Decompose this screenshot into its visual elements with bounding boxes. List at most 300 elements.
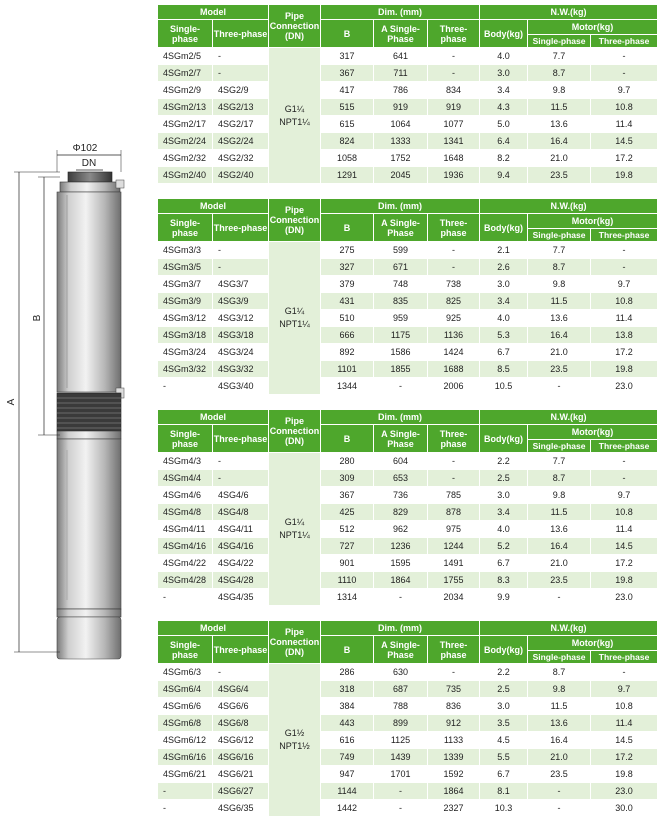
nw-header: N.W.(kg) xyxy=(480,199,658,214)
table-cell: 17.2 xyxy=(591,150,658,167)
table-cell: 962 xyxy=(374,521,428,538)
table-cell: 786 xyxy=(374,82,428,99)
table-cell: 4SGm3/7 xyxy=(158,276,213,293)
motor-single-header: Single-phase xyxy=(528,35,591,48)
model-header: Model xyxy=(158,199,269,214)
table-cell: 3.4 xyxy=(480,82,528,99)
table-cell: 1864 xyxy=(374,572,428,589)
table-cell: 384 xyxy=(321,698,374,715)
table-cell: - xyxy=(374,783,428,800)
table-cell: 9.7 xyxy=(591,487,658,504)
table-cell: 1344 xyxy=(321,378,374,395)
table-cell: - xyxy=(528,783,591,800)
table-cell: 4SG3/12 xyxy=(213,310,269,327)
table-cell: 1175 xyxy=(374,327,428,344)
table-cell: 1701 xyxy=(374,766,428,783)
table-cell: 616 xyxy=(321,732,374,749)
table-cell: 417 xyxy=(321,82,374,99)
motor-single-header: Single-phase xyxy=(528,440,591,453)
table-cell: 1125 xyxy=(374,732,428,749)
table-cell: 711 xyxy=(374,65,428,82)
table-cell: 653 xyxy=(374,470,428,487)
a-label: A xyxy=(6,398,17,406)
table-cell: - xyxy=(591,259,658,276)
table-cell: 318 xyxy=(321,681,374,698)
dim-header: Dim. (mm) xyxy=(321,410,480,425)
table-cell: 1244 xyxy=(428,538,480,555)
table-cell: 19.8 xyxy=(591,167,658,184)
table-row xyxy=(158,310,658,327)
table-cell: 16.4 xyxy=(528,538,591,555)
table-cell: 4SGm2/7 xyxy=(158,65,213,82)
motor-header: Motor(kg) xyxy=(528,214,658,229)
table-cell: 687 xyxy=(374,681,428,698)
table-cell: 788 xyxy=(374,698,428,715)
table-cell: 925 xyxy=(428,310,480,327)
table-cell: 4SGm6/21 xyxy=(158,766,213,783)
table-cell: 9.7 xyxy=(591,681,658,698)
motor-header: Motor(kg) xyxy=(528,636,658,651)
table-cell: 4SGm3/18 xyxy=(158,327,213,344)
table-cell: 4SGm6/16 xyxy=(158,749,213,766)
table-cell: - xyxy=(158,589,213,606)
table-cell: 23.0 xyxy=(591,378,658,395)
table-cell: 1133 xyxy=(428,732,480,749)
table-cell: 4SG4/6 xyxy=(213,487,269,504)
table-cell: 599 xyxy=(374,242,428,259)
table-row xyxy=(158,732,658,749)
table-cell: 3.0 xyxy=(480,65,528,82)
table-cell: 11.4 xyxy=(591,116,658,133)
pipe-connection-cell xyxy=(269,453,321,606)
table-row xyxy=(158,487,658,504)
table-cell: - xyxy=(428,664,480,681)
table-cell: - xyxy=(428,453,480,470)
table-cell: 1144 xyxy=(321,783,374,800)
table-cell: 727 xyxy=(321,538,374,555)
pump-body xyxy=(57,192,121,392)
table-row xyxy=(158,378,658,395)
table-cell: - xyxy=(528,800,591,817)
single-phase-header: Single-phase xyxy=(158,636,213,664)
table-cell: 6.7 xyxy=(480,344,528,361)
table-cell: 4SGm2/40 xyxy=(158,167,213,184)
table-cell: 947 xyxy=(321,766,374,783)
table-cell: 9.7 xyxy=(591,276,658,293)
a-single-header: A Single-Phase xyxy=(374,636,428,664)
table-cell: 10.8 xyxy=(591,698,658,715)
table-cell: 6.7 xyxy=(480,766,528,783)
table-cell: 835 xyxy=(374,293,428,310)
table-cell: 4SGm4/22 xyxy=(158,555,213,572)
pipe-connection-g: G1¼ xyxy=(284,517,305,527)
table-cell: 824 xyxy=(321,133,374,150)
pipe-connection-g: G1¼ xyxy=(284,103,305,114)
table-cell: 4SG2/32 xyxy=(213,150,269,167)
single-phase-header: Single-phase xyxy=(158,425,213,453)
body-header: Body(kg) xyxy=(480,636,528,664)
motor-three-header: Three-phase xyxy=(591,651,658,664)
table-cell: 4SGm4/4 xyxy=(158,470,213,487)
table-cell: 10.8 xyxy=(591,293,658,310)
table-cell: - xyxy=(591,664,658,681)
table-cell: 748 xyxy=(374,276,428,293)
table-cell: 738 xyxy=(428,276,480,293)
table-cell: 4SGm2/13 xyxy=(158,99,213,116)
table-row xyxy=(158,783,658,800)
table-cell: - xyxy=(213,259,269,276)
table-cell: 14.5 xyxy=(591,538,658,555)
table-cell: 4SG6/4 xyxy=(213,681,269,698)
pipe-header: Pipe Connection (DN) xyxy=(269,410,321,453)
table-cell: 4SGm6/6 xyxy=(158,698,213,715)
table-row xyxy=(158,698,658,715)
table-cell: 4SG6/6 xyxy=(213,698,269,715)
table-cell: 13.6 xyxy=(528,116,591,133)
table-cell: 510 xyxy=(321,310,374,327)
table-cell: 21.0 xyxy=(528,555,591,572)
pipe-header: Pipe Connection (DN) xyxy=(269,621,321,664)
table-cell: - xyxy=(158,783,213,800)
table-cell: 4SGm2/9 xyxy=(158,82,213,99)
nw-header: N.W.(kg) xyxy=(480,410,658,425)
table-cell: 4SG2/9 xyxy=(213,82,269,99)
table-cell: 1648 xyxy=(428,150,480,167)
table-cell: 4SGm2/32 xyxy=(158,150,213,167)
table-cell: 666 xyxy=(321,327,374,344)
table-cell: - xyxy=(374,589,428,606)
three-phase-header: Three-phase xyxy=(213,636,269,664)
table-cell: 4SGm4/8 xyxy=(158,504,213,521)
table-cell: 1101 xyxy=(321,361,374,378)
table-cell: 23.5 xyxy=(528,361,591,378)
model-header: Model xyxy=(158,410,269,425)
table-cell: - xyxy=(528,378,591,395)
pipe-connection-npt: NPT1¼ xyxy=(279,530,310,540)
table-row xyxy=(158,344,658,361)
nw-header: N.W.(kg) xyxy=(480,5,658,20)
dn-dimension xyxy=(76,158,103,170)
table-cell: 16.4 xyxy=(528,327,591,344)
table-cell: 2.5 xyxy=(480,681,528,698)
motor-body xyxy=(57,439,121,609)
table-cell: 23.5 xyxy=(528,167,591,184)
b-header: B xyxy=(321,425,374,453)
table-cell: 19.8 xyxy=(591,766,658,783)
table-cell: 4SGm3/24 xyxy=(158,344,213,361)
table-cell: 21.0 xyxy=(528,749,591,766)
table-cell: 3.5 xyxy=(480,715,528,732)
table-cell: - xyxy=(213,65,269,82)
table-cell: 17.2 xyxy=(591,749,658,766)
table-cell: 1586 xyxy=(374,344,428,361)
body-header: Body(kg) xyxy=(480,20,528,48)
table-cell: 4SG3/32 xyxy=(213,361,269,378)
table-cell: 4SGm4/3 xyxy=(158,453,213,470)
body-header: Body(kg) xyxy=(480,425,528,453)
table-cell: 878 xyxy=(428,504,480,521)
table-cell: 280 xyxy=(321,453,374,470)
nw-header: N.W.(kg) xyxy=(480,621,658,636)
b-header: B xyxy=(321,636,374,664)
table-row xyxy=(158,276,658,293)
motor-header: Motor(kg) xyxy=(528,425,658,440)
table-cell: 23.0 xyxy=(591,783,658,800)
three-phase-header: Three-phase xyxy=(213,425,269,453)
table-cell: - xyxy=(213,470,269,487)
dim-header: Dim. (mm) xyxy=(321,5,480,20)
table-cell: 901 xyxy=(321,555,374,572)
table-cell: 317 xyxy=(321,48,374,65)
table-cell: 4SG4/16 xyxy=(213,538,269,555)
table-cell: 5.0 xyxy=(480,116,528,133)
table-row xyxy=(158,150,658,167)
table-cell: 1592 xyxy=(428,766,480,783)
table-cell: 9.9 xyxy=(480,589,528,606)
dn-label: DN xyxy=(81,158,97,169)
table-cell: - xyxy=(213,664,269,681)
table-cell: 11.4 xyxy=(591,715,658,732)
table-row xyxy=(158,749,658,766)
table-cell: 4SGm2/24 xyxy=(158,133,213,150)
table-cell: 7.7 xyxy=(528,242,591,259)
table-row xyxy=(158,167,658,184)
table-row xyxy=(158,453,658,470)
table-cell: 425 xyxy=(321,504,374,521)
table-cell: 3.4 xyxy=(480,293,528,310)
table-cell: 8.5 xyxy=(480,361,528,378)
pipe-header: Pipe Connection (DN) xyxy=(269,5,321,48)
table-cell: 4SG3/40 xyxy=(213,378,269,395)
table-row xyxy=(158,48,658,65)
table-cell: 9.8 xyxy=(528,681,591,698)
table-cell: 10.8 xyxy=(591,99,658,116)
table-cell: 3.0 xyxy=(480,698,528,715)
table-row xyxy=(158,800,658,817)
table-row xyxy=(158,504,658,521)
table-cell: - xyxy=(591,65,658,82)
table-cell: 8.3 xyxy=(480,572,528,589)
table-cell: 6.4 xyxy=(480,133,528,150)
spec-table-4 xyxy=(157,620,658,817)
table-cell: - xyxy=(213,453,269,470)
table-cell: 4SGm6/12 xyxy=(158,732,213,749)
table-cell: - xyxy=(158,378,213,395)
table-cell: - xyxy=(591,470,658,487)
table-cell: 4SGm3/32 xyxy=(158,361,213,378)
table-cell: 4.0 xyxy=(480,521,528,538)
table-cell: 8.7 xyxy=(528,259,591,276)
a-dimension xyxy=(6,172,60,652)
table-cell: 4SG4/28 xyxy=(213,572,269,589)
table-cell: 671 xyxy=(374,259,428,276)
motor-single-header: Single-phase xyxy=(528,229,591,242)
table-cell: 975 xyxy=(428,521,480,538)
table-cell: - xyxy=(591,242,658,259)
table-cell: 829 xyxy=(374,504,428,521)
a-single-header: A Single-Phase xyxy=(374,20,428,48)
body-header: Body(kg) xyxy=(480,214,528,242)
table-cell: 13.6 xyxy=(528,310,591,327)
table-cell: 11.4 xyxy=(591,521,658,538)
table-cell: 4SG6/21 xyxy=(213,766,269,783)
motor-three-header: Three-phase xyxy=(591,229,658,242)
table-cell: 275 xyxy=(321,242,374,259)
table-cell: 4SG6/35 xyxy=(213,800,269,817)
table-cell: 4.0 xyxy=(480,310,528,327)
table-cell: 2.6 xyxy=(480,259,528,276)
table-cell: 367 xyxy=(321,65,374,82)
pipe-connection-g: G1¼ xyxy=(284,306,305,316)
table-cell: 14.5 xyxy=(591,732,658,749)
table-cell: 443 xyxy=(321,715,374,732)
table-cell: 4SG3/9 xyxy=(213,293,269,310)
table-cell: 4.0 xyxy=(480,48,528,65)
table-row xyxy=(158,538,658,555)
table-cell: 4SG3/7 xyxy=(213,276,269,293)
table-cell: - xyxy=(428,259,480,276)
table-cell: 1752 xyxy=(374,150,428,167)
table-row xyxy=(158,572,658,589)
table-cell: 834 xyxy=(428,82,480,99)
table-cell: 4SG6/8 xyxy=(213,715,269,732)
table-cell: 21.0 xyxy=(528,150,591,167)
table-cell: 4.3 xyxy=(480,99,528,116)
table-cell: - xyxy=(213,242,269,259)
table-cell: 4SG4/8 xyxy=(213,504,269,521)
pipe-connection-npt: NPT1¼ xyxy=(279,319,310,329)
table-cell: 512 xyxy=(321,521,374,538)
table-row xyxy=(158,664,658,681)
table-cell: 2034 xyxy=(428,589,480,606)
table-cell: 4SG6/16 xyxy=(213,749,269,766)
table-row xyxy=(158,766,658,783)
table-cell: - xyxy=(428,242,480,259)
table-cell: 8.7 xyxy=(528,65,591,82)
table-row xyxy=(158,242,658,259)
model-header: Model xyxy=(158,5,269,20)
spec-table-3 xyxy=(157,409,658,606)
table-cell: 3.4 xyxy=(480,504,528,521)
table-cell: 4SG4/11 xyxy=(213,521,269,538)
table-cell: 919 xyxy=(374,99,428,116)
spec-table-2 xyxy=(157,198,658,395)
pipe-connection-npt: NPT1½ xyxy=(279,741,310,751)
dim-header: Dim. (mm) xyxy=(321,199,480,214)
diameter-label: Φ102 xyxy=(72,143,98,154)
table-cell: 4SGm3/5 xyxy=(158,259,213,276)
table-row xyxy=(158,521,658,538)
single-phase-header: Single-phase xyxy=(158,20,213,48)
table-cell: 1077 xyxy=(428,116,480,133)
table-cell: 8.2 xyxy=(480,150,528,167)
table-cell: 9.8 xyxy=(528,487,591,504)
table-cell: 1333 xyxy=(374,133,428,150)
table-cell: 4SGm4/11 xyxy=(158,521,213,538)
table-cell: 4SG3/24 xyxy=(213,344,269,361)
table-row xyxy=(158,82,658,99)
table-cell: 11.5 xyxy=(528,99,591,116)
table-cell: 3.0 xyxy=(480,487,528,504)
table-cell: 10.3 xyxy=(480,800,528,817)
table-row xyxy=(158,361,658,378)
table-cell: 919 xyxy=(428,99,480,116)
table-cell: - xyxy=(528,589,591,606)
table-cell: 1864 xyxy=(428,783,480,800)
table-cell: 367 xyxy=(321,487,374,504)
dim-header: Dim. (mm) xyxy=(321,621,480,636)
table-cell: 4SG6/12 xyxy=(213,732,269,749)
table-cell: 4SG2/40 xyxy=(213,167,269,184)
table-cell: 17.2 xyxy=(591,344,658,361)
spec-tables xyxy=(157,4,657,831)
table-cell: 13.6 xyxy=(528,715,591,732)
table-cell: 7.7 xyxy=(528,453,591,470)
table-cell: 1339 xyxy=(428,749,480,766)
table-cell: 10.5 xyxy=(480,378,528,395)
table-row xyxy=(158,116,658,133)
table-cell: 2.2 xyxy=(480,664,528,681)
table-cell: 9.8 xyxy=(528,276,591,293)
discharge-head xyxy=(68,172,112,182)
table-cell: 6.7 xyxy=(480,555,528,572)
table-cell: - xyxy=(158,800,213,817)
table-cell: 1936 xyxy=(428,167,480,184)
table-cell: 19.8 xyxy=(591,361,658,378)
table-cell: 1064 xyxy=(374,116,428,133)
table-cell: 11.5 xyxy=(528,504,591,521)
table-cell: 23.5 xyxy=(528,572,591,589)
table-cell: 615 xyxy=(321,116,374,133)
b-header: B xyxy=(321,20,374,48)
table-cell: - xyxy=(374,378,428,395)
table-cell: 8.1 xyxy=(480,783,528,800)
table-cell: 1341 xyxy=(428,133,480,150)
table-cell: 14.5 xyxy=(591,133,658,150)
table-cell: 4SGm6/4 xyxy=(158,681,213,698)
table-cell: 17.2 xyxy=(591,555,658,572)
table-cell: 19.8 xyxy=(591,572,658,589)
table-cell: 1439 xyxy=(374,749,428,766)
table-cell: 1110 xyxy=(321,572,374,589)
pipe-connection-cell xyxy=(269,242,321,395)
table-cell: 1136 xyxy=(428,327,480,344)
table-cell: 1291 xyxy=(321,167,374,184)
table-cell: 892 xyxy=(321,344,374,361)
table-cell: 4SG4/35 xyxy=(213,589,269,606)
table-cell: 4SG2/13 xyxy=(213,99,269,116)
table-cell: 1236 xyxy=(374,538,428,555)
table-cell: 630 xyxy=(374,664,428,681)
b-dimension xyxy=(32,177,60,435)
table-cell: 4SG2/24 xyxy=(213,133,269,150)
table-cell: 4SGm4/16 xyxy=(158,538,213,555)
table-cell: 16.4 xyxy=(528,732,591,749)
table-cell: 4SGm2/17 xyxy=(158,116,213,133)
table-cell: 2.1 xyxy=(480,242,528,259)
table-cell: - xyxy=(213,48,269,65)
inlet-screen xyxy=(57,393,121,431)
table-cell: 4SGm4/28 xyxy=(158,572,213,589)
motor-three-header: Three-phase xyxy=(591,35,658,48)
table-cell: 4SGm6/8 xyxy=(158,715,213,732)
table-row xyxy=(158,293,658,310)
table-cell: 515 xyxy=(321,99,374,116)
table-cell: 2006 xyxy=(428,378,480,395)
table-cell: 3.0 xyxy=(480,276,528,293)
table-cell: 736 xyxy=(374,487,428,504)
table-cell: 1855 xyxy=(374,361,428,378)
